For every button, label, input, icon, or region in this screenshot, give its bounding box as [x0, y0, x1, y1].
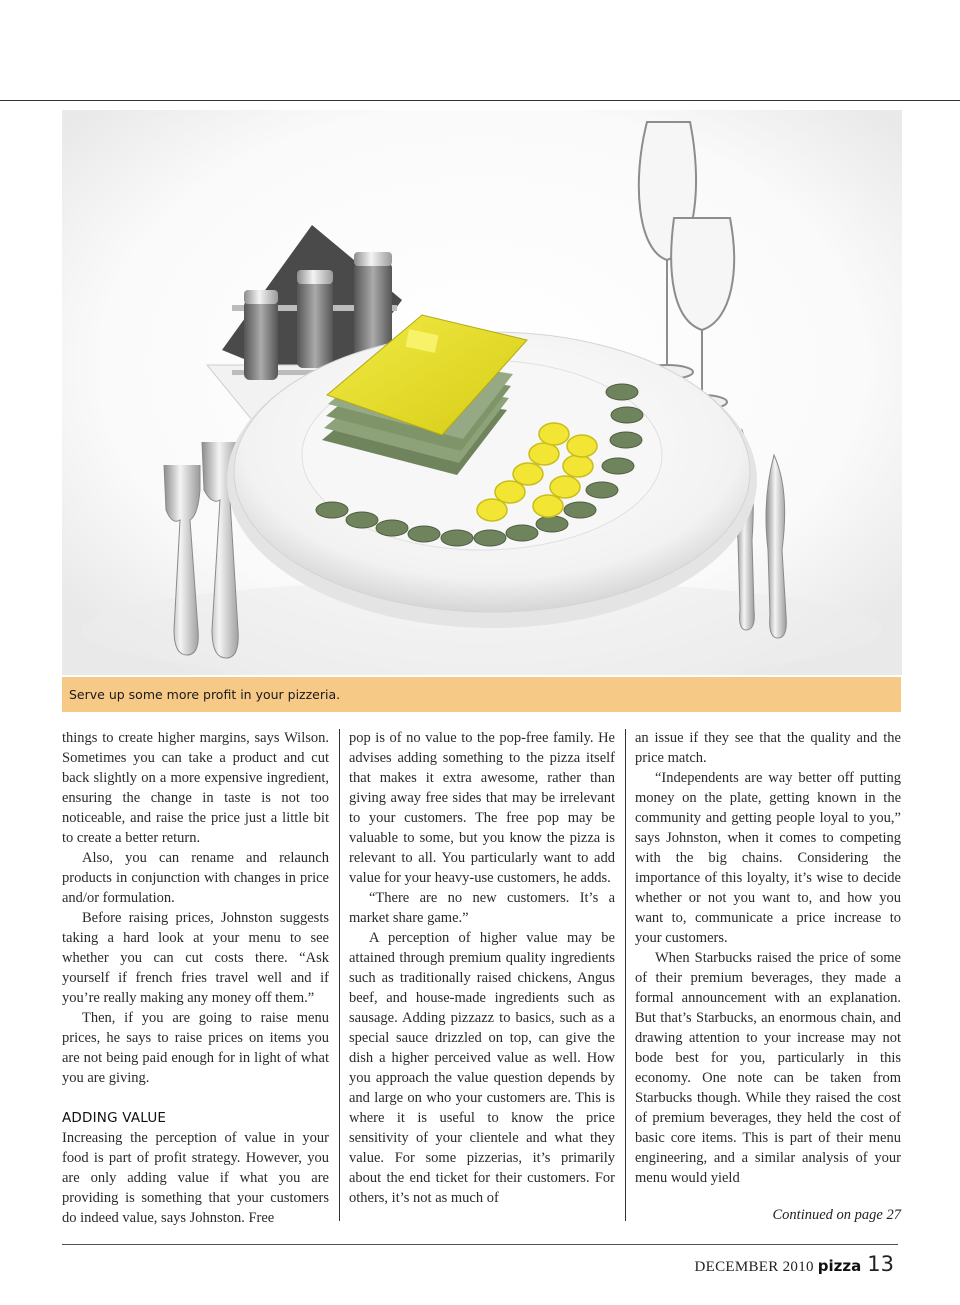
paragraph: an issue if they see that the quality and the price match. — [635, 730, 901, 766]
paragraph: “There are no new customers. It’s a market share game.” — [349, 890, 615, 926]
paragraph: Also, you can rename and relaunch products in conjunction with changes in price and/or formulation. — [62, 850, 329, 906]
article-column-1 — [62, 728, 329, 1228]
paragraph: Before raising prices, Johnston suggests taking a hard look at your menu to see whether you can cut costs there. “Ask yourself if french fries travel well and if you’re really making any money off them.” — [62, 910, 329, 1006]
paragraph: Then, if you are going to raise menu prices, he says to raise prices on items you are not being paid enough for in light of what you are giving. — [62, 1010, 329, 1086]
column-divider — [339, 729, 340, 1221]
section-heading: ADDING VALUE — [62, 1110, 167, 1126]
paragraph: pop is of no value to the pop-free family. He advises adding something to the pizza itself that makes it extra awesome, rather than giving away free sides that may be irrelevant to your customers. The free pop may be valuable to some, but you know the pizza is relevant to all. You particularly want to add value for your heavy-use customers, he adds. — [349, 730, 615, 886]
page-number: 13 — [867, 1252, 894, 1276]
photo-caption: Serve up some more profit in your pizzeria. — [69, 687, 341, 702]
photo-caption-bar — [62, 677, 901, 712]
place-setting-illustration — [62, 110, 902, 675]
page-folio — [694, 1252, 894, 1276]
issue-date: DECEMBER 2010 — [694, 1259, 814, 1275]
paragraph: A perception of higher value may be attained through premium quality ingredients such as traditionally raised chickens, Angus beef, and house-made ingredients such as sausage. Adding pizzazz to basics, such as a special sauce drizzled on top, can give the dish a higher perceived value as well. How you approach the value question depends by and large on who your customers are. This is where it is useful to know the price sensitivity of your clientele and what they value. For some pizzerias, it’s primarily about the end ticket for their customers. For others, it’s not as much of — [349, 930, 615, 1206]
article-column-3 — [635, 728, 901, 1188]
top-rule — [0, 100, 960, 101]
paragraph: Increasing the perception of value in your food is part of profit strategy. However, you are only adding value if what you are providing is something that your customers do indeed value, says Johnston. Free — [62, 1130, 329, 1226]
paragraph: When Starbucks raised the price of some of their premium beverages, they made a formal announcement with an explanation. But that’s Starbucks, an enormous chain, and drawing attention to your increase may not bode best for you, particularly in this economy. One note can be taken from Starbucks though. While they raised the cost of premium beverages, they held the cost of basic core items. This is part of their menu engineering, and a similar analysis of your menu would yield — [635, 950, 901, 1186]
paragraph: “Independents are way better off putting money on the plate, getting known in the community and getting people loyal to you,” says Johnston, when it comes to competing with the big chains. Considering the importance of this loyalty, it’s wise to decide whether or not you want to, and how you want to, communicate a price increase to your customers. — [635, 770, 901, 946]
article-column-2 — [349, 728, 615, 1208]
column-divider — [625, 729, 626, 1221]
continued-on-note: Continued on page 27 — [772, 1207, 901, 1223]
magazine-name: pizza — [817, 1257, 862, 1275]
paragraph: things to create higher margins, says Wilson. Sometimes you can take a product and cut back slightly on a more expensive ingredient, ensuring the change in taste is not too noticeable, and raise the price just a little bit to create a better return. — [62, 730, 329, 846]
bottom-rule — [62, 1244, 898, 1245]
